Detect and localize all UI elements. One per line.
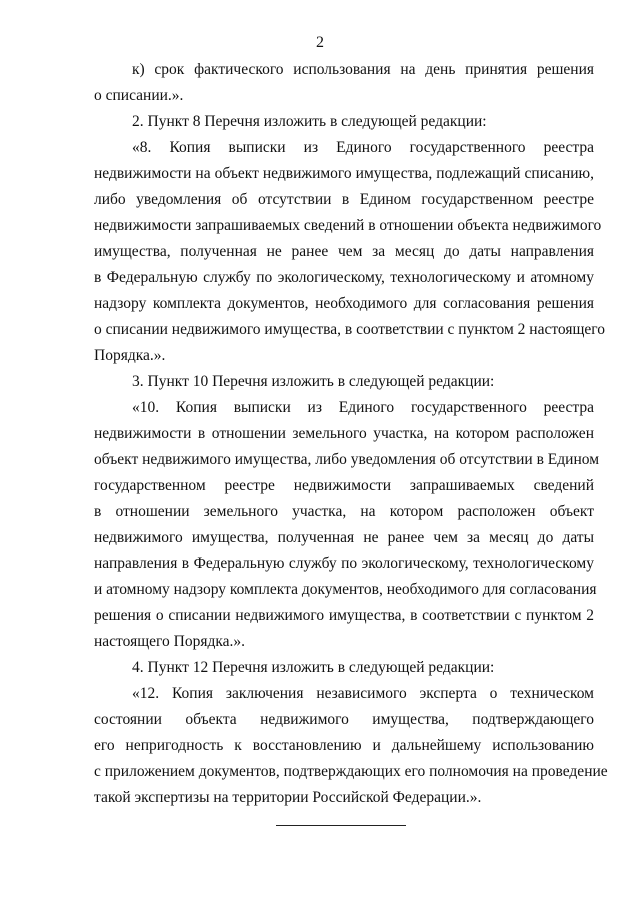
- text-line: недвижимости в отношении земельного участка, на котором расположен: [94, 425, 594, 442]
- text-line: имущества, полученная не ранее чем за месяц до даты направления: [94, 243, 594, 260]
- text-line: «8. Копия выписки из Единого государственного реестра: [132, 139, 594, 156]
- text-line: о списании.».: [94, 87, 184, 104]
- text-line: направления в Федеральную службу по экологическому, технологическому: [94, 555, 594, 572]
- text-line: состоянии объекта недвижимого имущества, подтверждающего: [94, 711, 594, 728]
- text-line: к) срок фактического использования на день принятия решения: [132, 61, 594, 78]
- end-separator-line: [276, 825, 406, 826]
- text-line: государственном реестре недвижимости запрашиваемых сведений: [94, 477, 594, 494]
- text-line: «10. Копия выписки из Единого государственного реестра: [132, 399, 594, 416]
- text-line: в Федеральную службу по экологическому, технологическому и атомному: [94, 269, 594, 286]
- text-line: решения о списании недвижимого имущества, в соответствии с пунктом 2: [94, 607, 594, 624]
- text-line: 3. Пункт 10 Перечня изложить в следующей редакции:: [132, 373, 495, 390]
- text-line: в отношении земельного участка, на котором расположен объект: [94, 503, 594, 520]
- text-line: такой экспертизы на территории Российской Федерации.».: [94, 789, 482, 806]
- text-line: либо уведомления об отсутствии в Едином государственном реестре: [94, 191, 594, 208]
- text-line: о списании недвижимого имущества, в соответствии с пунктом 2 настоящего: [94, 321, 606, 338]
- text-line: с приложением документов, подтверждающих его полномочия на проведение: [94, 763, 608, 780]
- text-line: недвижимости запрашиваемых сведений в отношении объекта недвижимого: [94, 217, 602, 234]
- text-line: объект недвижимого имущества, либо уведомления об отсутствии в Едином: [94, 451, 599, 468]
- text-line: недвижимости на объект недвижимого имущества, подлежащий списанию,: [94, 165, 594, 182]
- text-line: 2. Пункт 8 Перечня изложить в следующей редакции:: [132, 113, 487, 130]
- text-line: «12. Копия заключения независимого эксперта о техническом: [132, 685, 594, 702]
- text-line: надзору комплекта документов, необходимого для согласования решения: [94, 295, 594, 312]
- text-line: Порядка.».: [94, 347, 166, 364]
- text-line: настоящего Порядка.».: [94, 633, 246, 650]
- page-number: 2: [316, 34, 324, 51]
- text-line: и атомному надзору комплекта документов, необходимого для согласования: [94, 581, 597, 598]
- text-line: 4. Пункт 12 Перечня изложить в следующей редакции:: [132, 659, 495, 676]
- text-line: его непригодность к восстановлению и дальнейшему использованию: [94, 737, 594, 754]
- text-line: недвижимого имущества, полученная не ранее чем за месяц до даты: [94, 529, 594, 546]
